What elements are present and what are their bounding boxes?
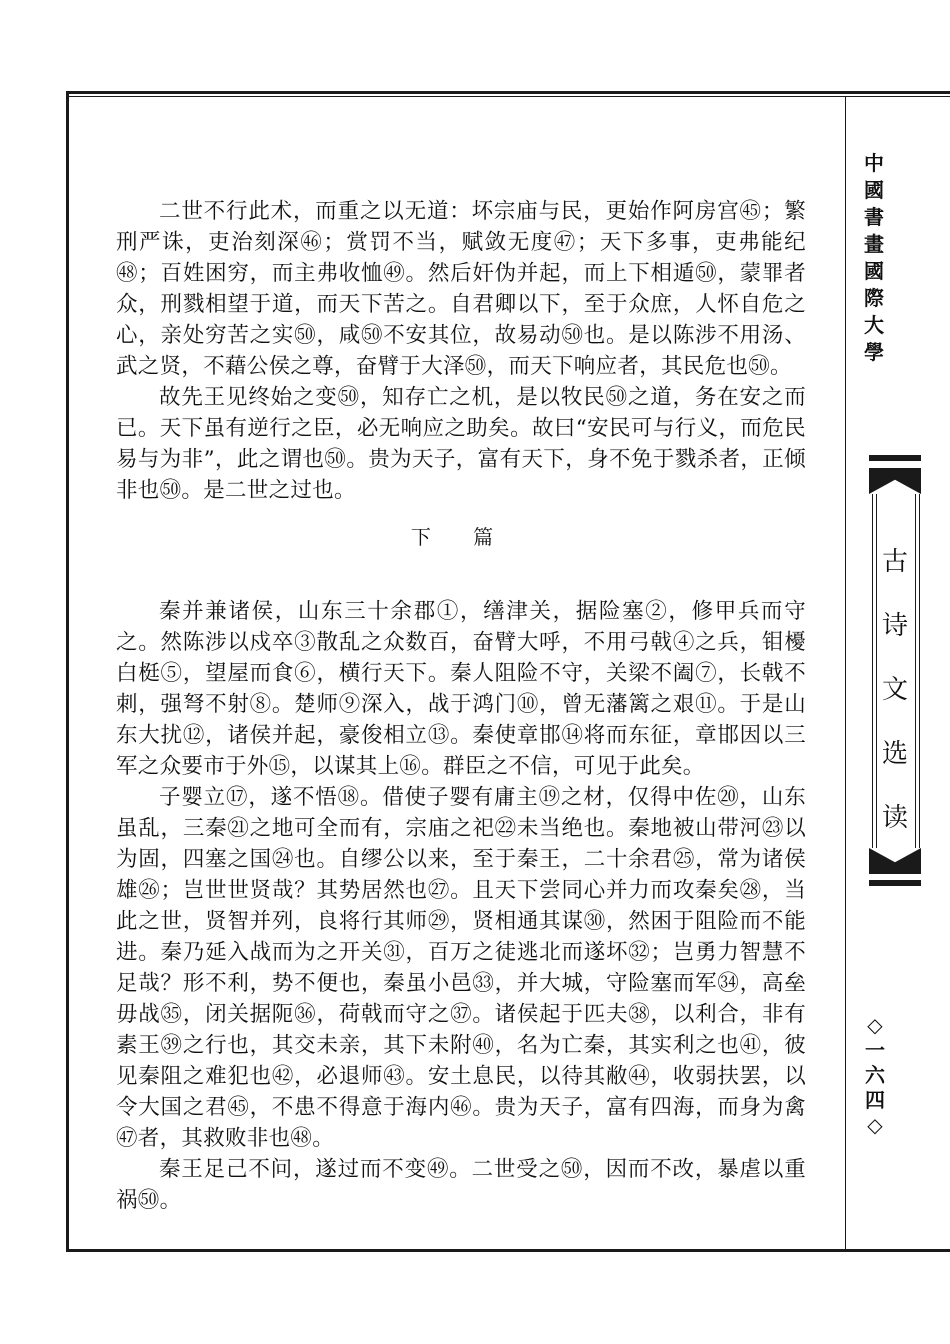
page-frame-divider [845, 96, 846, 1249]
book-title-char: 文 [881, 675, 908, 705]
series-char: 國 [864, 178, 884, 202]
book-title-char: 读 [881, 803, 908, 833]
series-char: 書 [864, 205, 884, 229]
diamond-icon: ◇ [867, 1013, 883, 1037]
book-title-char: 诗 [881, 611, 908, 641]
ornament-bar-top [869, 455, 921, 461]
series-char: 國 [864, 259, 884, 283]
page-frame-bottom [66, 1249, 950, 1252]
paragraph: 二世不行此术，而重之以无道：坏宗庙与民，更始作阿房宫㊺；繁刑严诛，吏治刻深㊻；赏罚不当，赋敛无度㊼；天下多事，吏弗能纪㊽；百姓困穷，而主弗收恤㊾。然后奸伪并起，而上下相遁㊿，蒙罪者众，刑戮相望于道，而天下苦之。自君卿以下，至于众庶，人怀自危之心，亲处穷苦之实㊿，咸㊿不安其位，故易动㊿也。是以陈涉不用汤、武之贤，不藉公侯之尊，奋臂于大泽㊿，而天下响应者，其民危也㊿。 [116, 199, 806, 379]
book-title-char: 古 [881, 547, 908, 577]
page-number-char: 六 [865, 1063, 885, 1087]
paragraph: 故先王见终始之变㊿，知存亡之机，是以牧民㊿之道，务在安之而已。天下虽有逆行之臣，必无响应之助矣。故曰“安民可与行义，而危民易与为非”，此之谓也㊿。贵为天子，富有天下，身不免于戮杀者，正倾非也㊿。是二世之过也。 [116, 385, 806, 503]
ornament-cap-bottom [869, 848, 921, 874]
page-frame-left [66, 91, 69, 1252]
paragraph: 秦并兼诸侯，山东三十余郡①，缮津关，据险塞②，修甲兵而守之。然陈涉以戍卒③散乱之众数百，奋臂大呼，不用弓戟④之兵，钼櫌白梃⑤，望屋而食⑥，横行天下。秦人阻险不守，关梁不阖⑦，长戟不刺，强弩不射⑧。楚师⑨深入，战于鸿门⑩，曾无藩篱之艰⑪。于是山东大扰⑫，诸侯并起，豪俊相立⑬。秦使章邯⑭将而东征，章邯因以三军之众要市于外⑮，以谋其上⑯。群臣之不信，可见于此矣。 [116, 599, 806, 779]
section-heading: 下 篇 [410, 525, 512, 549]
page-frame-top-inner [66, 96, 950, 97]
page-number-char: 四 [865, 1088, 885, 1112]
series-char: 畫 [864, 232, 884, 256]
paragraph: 秦王足己不问，遂过而不变㊾。二世受之㊿，因而不改，暴虐以重祸㊿。 [116, 1157, 806, 1213]
series-title [859, 150, 889, 366]
ornament-bar-bottom [869, 880, 921, 886]
page-number [862, 1013, 888, 1138]
paragraph: 子婴立⑰，遂不悟⑱。借使子婴有庸主⑲之材，仅得中佐⑳，山东虽乱，三秦㉑之地可全而有，宗庙之祀㉒未当绝也。秦地被山带河㉓以为固，四塞之国㉔也。自缪公以来，至于秦王，二十余君㉕，常为诸侯雄㉖；岂世世贤哉？其势居然也㉗。且天下尝同心并力而攻秦矣㉘，当此之世，贤智并列，良将行其师㉙，贤相通其谋㉚，然困于阻险而不能进。秦乃延入战而为之开关㉛，百万之徒逃北而遂坏㉜；岂勇力智慧不足哉？形不利，势不便也，秦虽小邑㉝，并大城，守险塞而军㉞，高垒毋战㉟，闭关据阨㊱，荷戟而守之㊲。诸侯起于匹夫㊳，以利合，非有素王㊴之行也，其交未亲，其下未附㊵，名为亡秦，其实利之也㊶，彼见秦阻之难犯也㊷，必退师㊸。安土息民，以待其敝㊹，收弱扶罢，以令大国之君㊺，不患不得意于海内㊻。贵为天子，富有四海，而身为禽㊼者，其救败非也㊽。 [116, 785, 806, 1151]
series-char: 學 [864, 340, 884, 364]
series-char: 際 [864, 286, 884, 310]
diamond-icon: ◇ [867, 1113, 883, 1137]
body-text-lower [116, 596, 806, 1216]
ornament-cap-top [869, 468, 921, 494]
book-title [872, 530, 918, 850]
body-text-upper [116, 196, 806, 506]
page-number-char: 一 [865, 1038, 885, 1062]
series-char: 中 [864, 151, 884, 175]
series-char: 大 [864, 313, 884, 337]
page-frame-top [66, 91, 950, 94]
book-title-char: 选 [881, 739, 908, 769]
